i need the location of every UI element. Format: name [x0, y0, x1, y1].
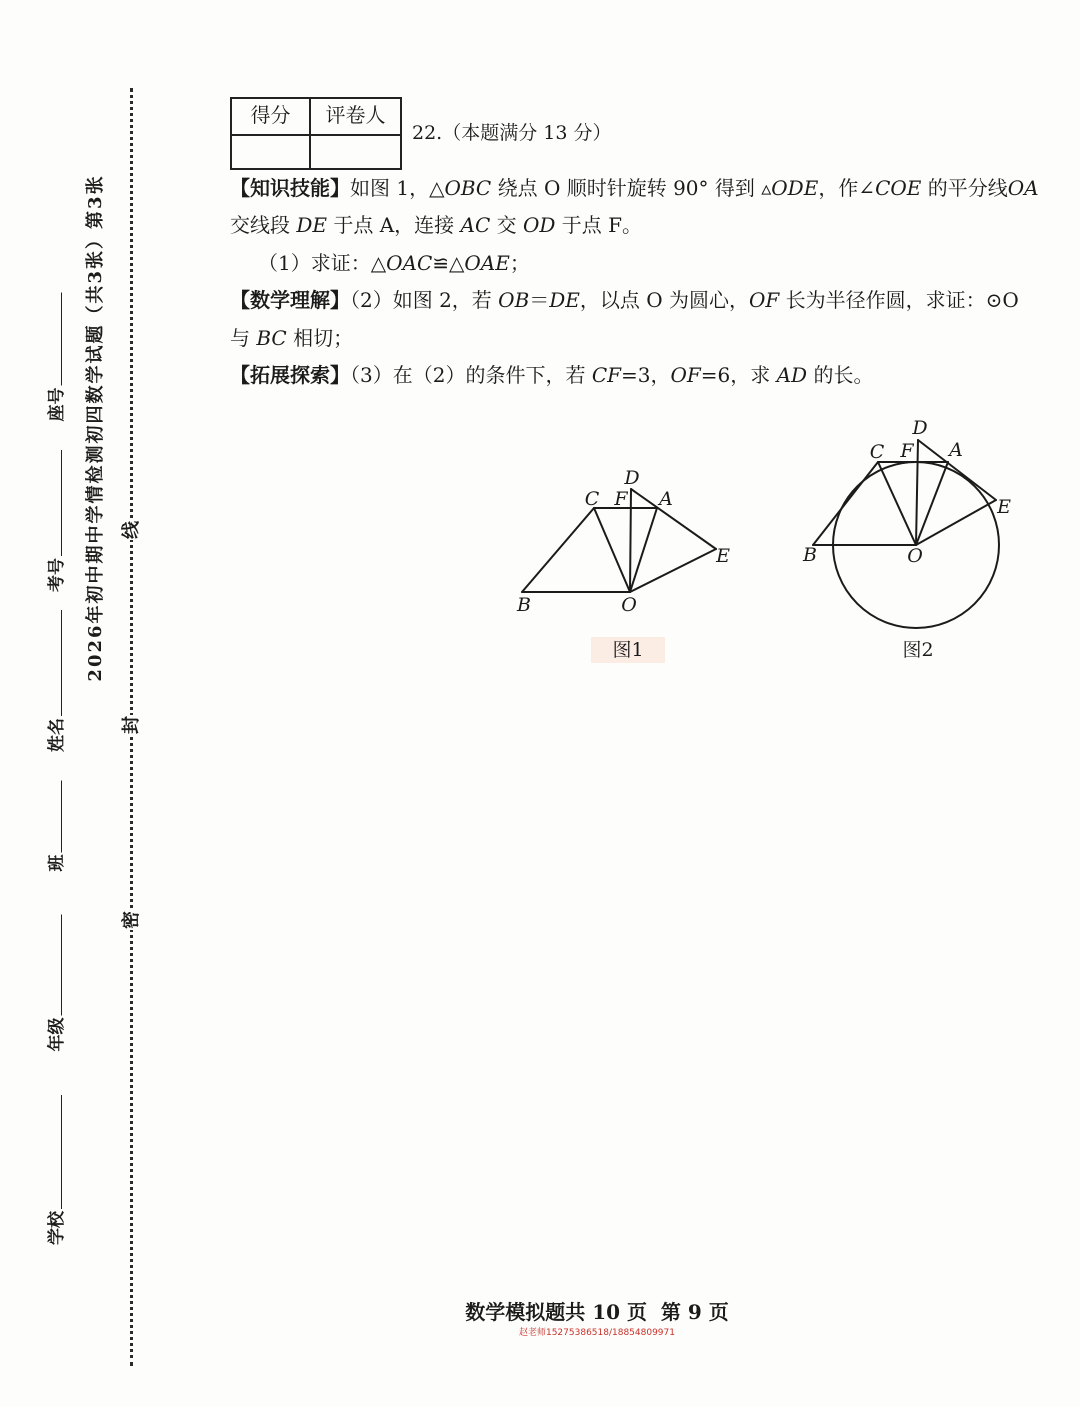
seat-number-field [47, 293, 67, 422]
fig2-segment-co [878, 462, 916, 545]
exam-number-field [47, 450, 67, 592]
math-term: BC [256, 326, 287, 350]
math-term: OAC [386, 251, 433, 275]
grader-header: 评卷人 [309, 99, 400, 134]
name-blank [47, 610, 62, 716]
text-segment: 交 [490, 213, 523, 237]
figure-2 [795, 415, 1025, 640]
math-term: DE [549, 288, 580, 312]
fig1-label-a: A [659, 488, 673, 510]
question-part-2-cont [230, 324, 353, 352]
grader-cell [309, 134, 400, 168]
text-segment: =6，求 [700, 363, 777, 387]
grade-label: 年级 [47, 1017, 67, 1052]
math-term: OB [498, 288, 530, 312]
section-tag-exploration: 【拓展探索】 [230, 363, 350, 387]
figure-2-caption: 图2 [902, 639, 934, 661]
text-segment: 的长。 [807, 363, 874, 387]
math-term: AC [460, 213, 491, 237]
name-field [47, 610, 67, 752]
fig2-label-c: C [869, 441, 885, 463]
seal-mark-seal: 封 [118, 715, 146, 735]
class-field [47, 781, 67, 872]
text-segment: ； [509, 251, 530, 275]
text-segment: 长为半径作圆，求证：⊙O [779, 288, 1019, 312]
score-table [230, 97, 402, 170]
fig1-segment-oa [630, 508, 657, 592]
text-segment: ≌△ [432, 251, 465, 275]
exam-number-blank [47, 450, 62, 556]
question-number: 22.（本题满分 13 分） [412, 122, 612, 144]
fig2-label-f: F [900, 440, 914, 462]
text-segment: 与 [230, 326, 257, 350]
text-segment: 交线段 [230, 213, 297, 237]
math-term: CF [591, 363, 621, 387]
fig2-label-a: A [949, 439, 963, 461]
fig1-segment-bc [522, 508, 594, 592]
fig1-label-c: C [584, 488, 600, 510]
math-term: OAE [464, 251, 510, 275]
question-line-1 [230, 174, 1039, 202]
fig1-label-e: E [716, 545, 730, 567]
fig1-label-f: F [614, 488, 628, 510]
math-term: COE [875, 176, 922, 200]
math-term: AD [776, 363, 808, 387]
section-tag-understanding: 【数学理解】 [230, 288, 350, 312]
seat-number-label: 座号 [47, 387, 67, 422]
text-segment: ，作∠ [818, 176, 876, 200]
fig2-segment-bc [813, 462, 878, 545]
figure-1-caption: 图1 [591, 637, 665, 663]
text-segment: ，以点 O 为圆心， [579, 288, 750, 312]
question-line-2 [230, 211, 642, 239]
text-segment: （1）求证：△ [258, 251, 387, 275]
contact-watermark: 赵老师15275386518/18854809971 [518, 1328, 675, 1338]
text-segment: （2）如图 2，若 [350, 288, 499, 312]
math-term: OBC [444, 176, 492, 200]
school-label: 学校 [47, 1211, 67, 1245]
fig1-label-o: O [621, 594, 637, 616]
score-header: 得分 [250, 103, 291, 127]
text-segment: =3， [621, 363, 671, 387]
fig1-segment-oe [630, 549, 716, 592]
text-segment: 的平分线 [921, 176, 1008, 200]
question-part-3 [230, 361, 873, 389]
text-segment: ＝ [529, 288, 550, 312]
math-term: OD [522, 213, 556, 237]
figure-1 [500, 460, 750, 625]
seal-mark-line: 线 [118, 520, 146, 540]
fig2-segment-oe [916, 500, 996, 545]
fig2-label-d: D [912, 417, 928, 439]
seal-mark-secret: 密 [118, 910, 146, 930]
math-term: ODE [771, 176, 819, 200]
section-tag-knowledge: 【知识技能】 [230, 176, 350, 200]
fig1-label-d: D [624, 467, 640, 489]
text-segment: 如图 1，△ [350, 176, 445, 200]
score-cell [232, 134, 309, 168]
school-blank [47, 1095, 62, 1209]
fig2-label-o: O [907, 545, 923, 567]
fig1-segment-co [594, 508, 630, 592]
math-term: OF [670, 363, 701, 387]
text-segment: 于点 F。 [555, 213, 643, 237]
text-segment: （3）在（2）的条件下，若 [350, 363, 592, 387]
text-segment: 绕点 O 顺时针旋转 90° 得到 ▵ [491, 176, 772, 200]
fig1-segment-de [631, 489, 716, 549]
question-part-2 [230, 286, 1019, 314]
math-term: OF [749, 288, 780, 312]
fig2-label-e: E [997, 496, 1011, 518]
exam-number-label: 考号 [47, 558, 67, 592]
math-term: DE [296, 213, 327, 237]
fig2-segment-do [916, 440, 918, 545]
seat-number-blank [47, 293, 62, 386]
fig1-label-b: B [517, 594, 531, 616]
school-field [47, 1095, 67, 1245]
grade-field [47, 915, 67, 1052]
text-segment: 于点 A，连接 [327, 213, 461, 237]
text-segment: 相切； [286, 326, 354, 350]
fig1-segment-do [630, 489, 631, 592]
question-part-1 [258, 249, 530, 277]
class-blank [47, 781, 62, 853]
fig2-label-b: B [803, 544, 817, 566]
page-footer: 数学模拟题共 10 页 第 9 页 [465, 1300, 729, 1324]
class-label: 班 [47, 854, 67, 872]
exam-title: 2026年初中期中学情检测初四数学试题（共3张）第3张 [85, 174, 106, 682]
name-label: 姓名 [47, 718, 67, 752]
grade-blank [47, 915, 62, 1016]
math-term: OA [1007, 176, 1039, 200]
fig2-segment-oa [916, 462, 948, 545]
